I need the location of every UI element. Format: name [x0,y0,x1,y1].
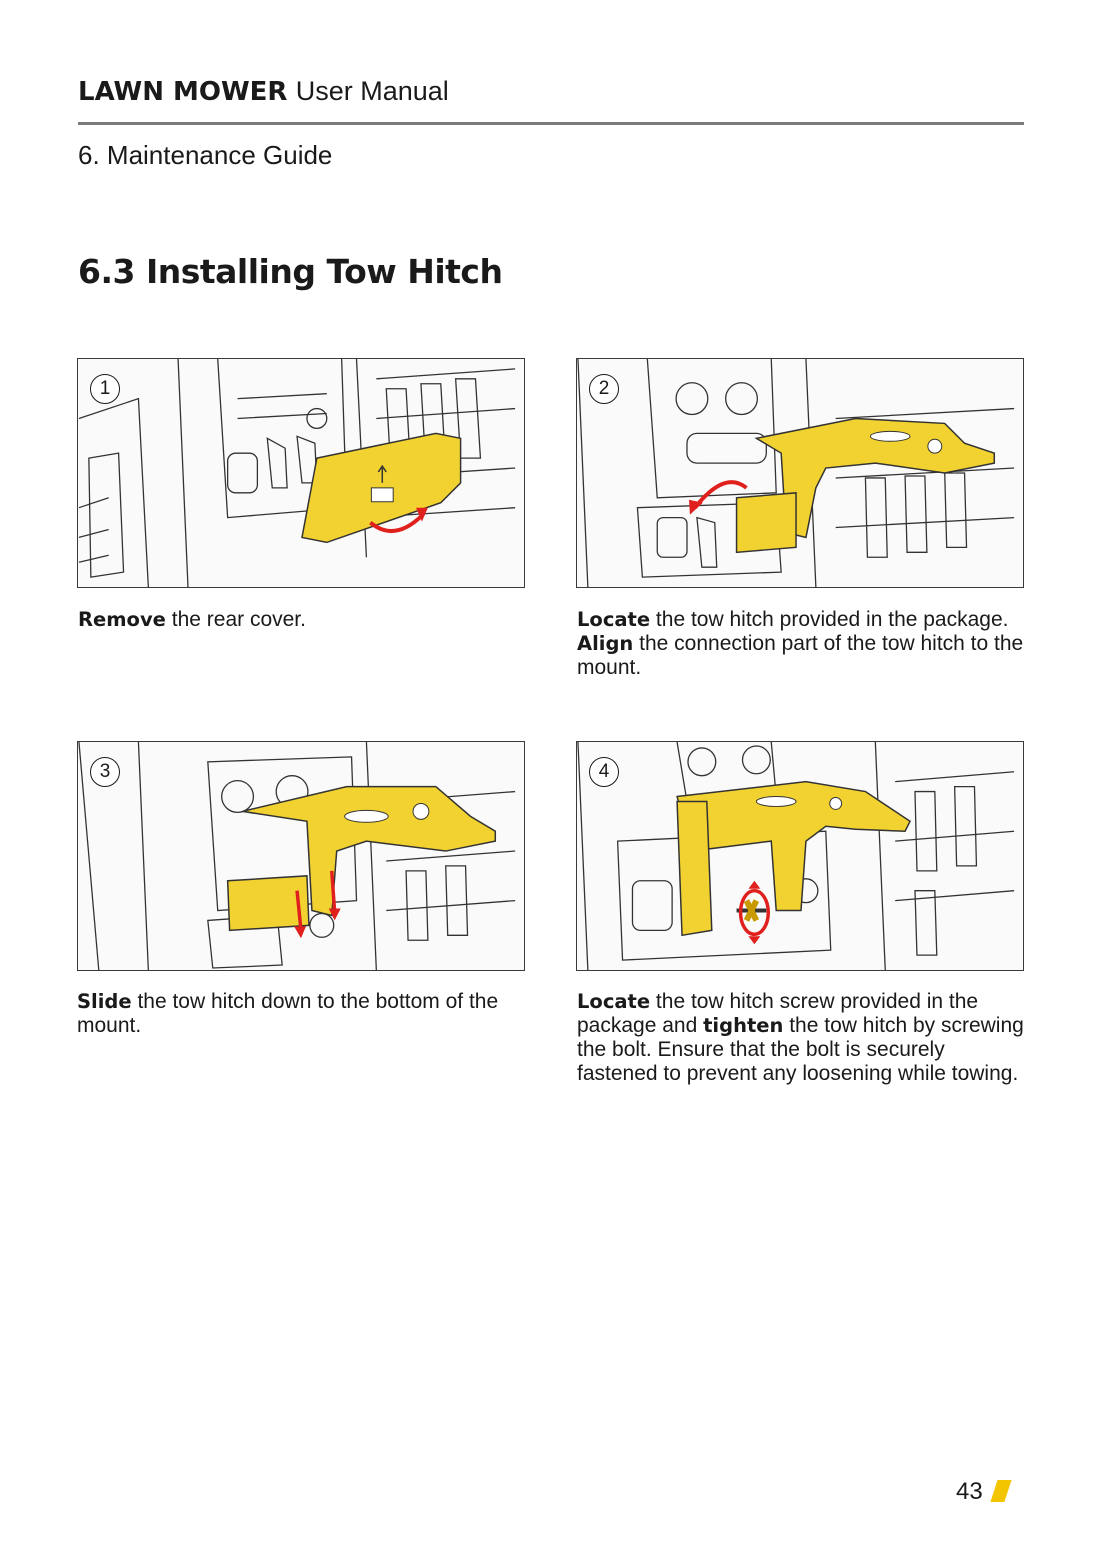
step-2-illustration [576,358,1024,588]
tow-hitch-part [677,782,910,936]
caption-emphasis: Align [577,632,634,655]
caption-text: the tow hitch provided in the package. [650,608,1009,631]
caption-text: the rear cover. [165,608,306,631]
step-4-illustration [576,741,1024,971]
step-4-caption [577,990,1025,1086]
caption-emphasis: Locate [577,990,651,1013]
section-title: 6.3 Installing Tow Hitch [78,252,503,291]
header-divider [78,122,1024,125]
step-4-badge: 4 [589,757,619,787]
mower-hitch-bolt-drawing [577,742,1023,970]
step-1-illustration [77,358,525,588]
caption-emphasis: Remove [78,608,166,631]
step-3-caption [77,990,525,1038]
step-1-badge: 1 [90,374,120,404]
caption-text: the tow hitch screw provided in the package and [577,990,979,1037]
header-brand: LAWN MOWER [78,77,288,107]
step-3-illustration [77,741,525,971]
caption-text: the tow hitch by screwing the bolt. Ensure that the bolt is securely fastened to prevent any loosening while towing. [577,1014,1024,1085]
caption-emphasis: tighten [703,1014,784,1037]
chapter-title: 6. Maintenance Guide [78,140,333,170]
mower-hitch-slide-drawing [78,742,524,970]
caption-emphasis: Slide [77,990,132,1013]
caption-emphasis: Locate [577,608,651,631]
step-3-badge: 3 [90,757,120,787]
mower-hitch-align-drawing [577,359,1023,587]
caption-text: the tow hitch down to the bottom of the mount. [77,990,499,1037]
caption-text: the connection part of the tow hitch to the mount. [577,632,1024,679]
mower-rear-cover-drawing [78,359,524,587]
header-doc-type: User Manual [295,76,449,106]
step-2-badge: 2 [589,374,619,404]
step-2-caption [577,608,1025,680]
page-accent-mark [990,1480,1011,1502]
step-1-caption [78,608,526,632]
running-header [78,76,449,107]
rear-cover-part [302,433,461,542]
tow-hitch-part [228,787,496,931]
page-number: 43 [956,1478,983,1505]
